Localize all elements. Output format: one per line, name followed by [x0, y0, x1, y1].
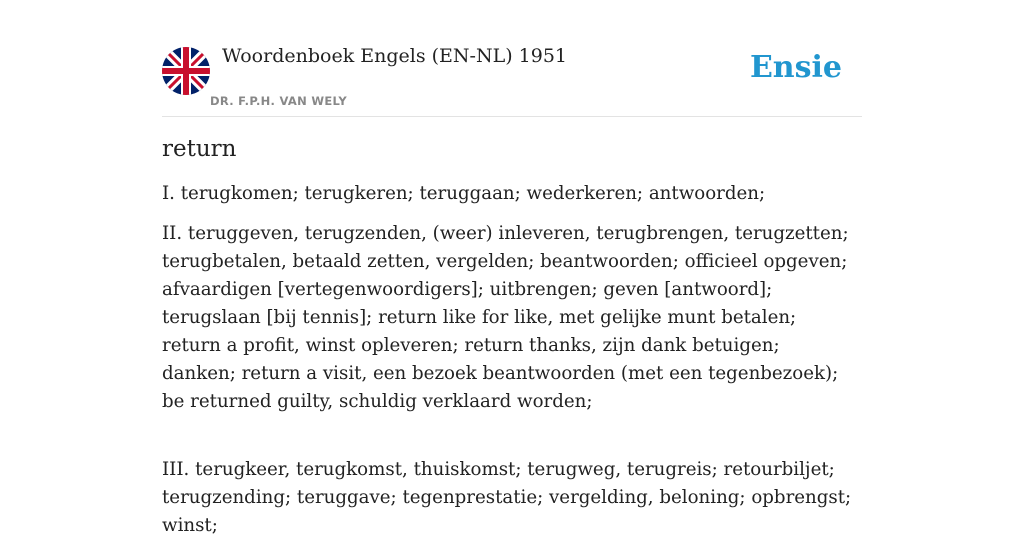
entry-sense-2: II. teruggeven, terugzenden, (weer) inleveren, terugbrengen, terugzetten; terugbetalen, betaald zetten, vergelden; beantwoorden; officieel opgeven; afvaardigen [vertegenwoordigers]; uitbrengen; geven [antwoord]; terugslaan [bij tennis]; return like for like, met gelijke munt betalen; return a profit, winst opleveren; return thanks, zijn dank betuigen; danken; return a visit, een bezoek beantwoorden (met een tegenbezoek); be returned guilty, schuldig verklaard worden; [162, 223, 849, 412]
entry-content [162, 136, 852, 552]
uk-flag-icon [162, 47, 210, 95]
entry-headword: return [162, 136, 237, 162]
book-title-link[interactable]: Woordenboek Engels (EN-NL) 1951 [222, 45, 567, 67]
ensie-logo-link[interactable]: Ensie [749, 50, 842, 85]
entry-sense-1: I. terugkomen; terugkeren; teruggaan; wederkeren; antwoorden; [162, 183, 766, 204]
site-header [162, 0, 862, 117]
book-author: DR. F.P.H. VAN WELY [210, 94, 347, 108]
entry-sense-3: III. terugkeer, terugkomst, thuiskomst; terugweg, terugreis; retourbiljet; terugzending; teruggave; tegenprestatie; vergelding, beloning; opbrengst; winst; [162, 459, 852, 536]
